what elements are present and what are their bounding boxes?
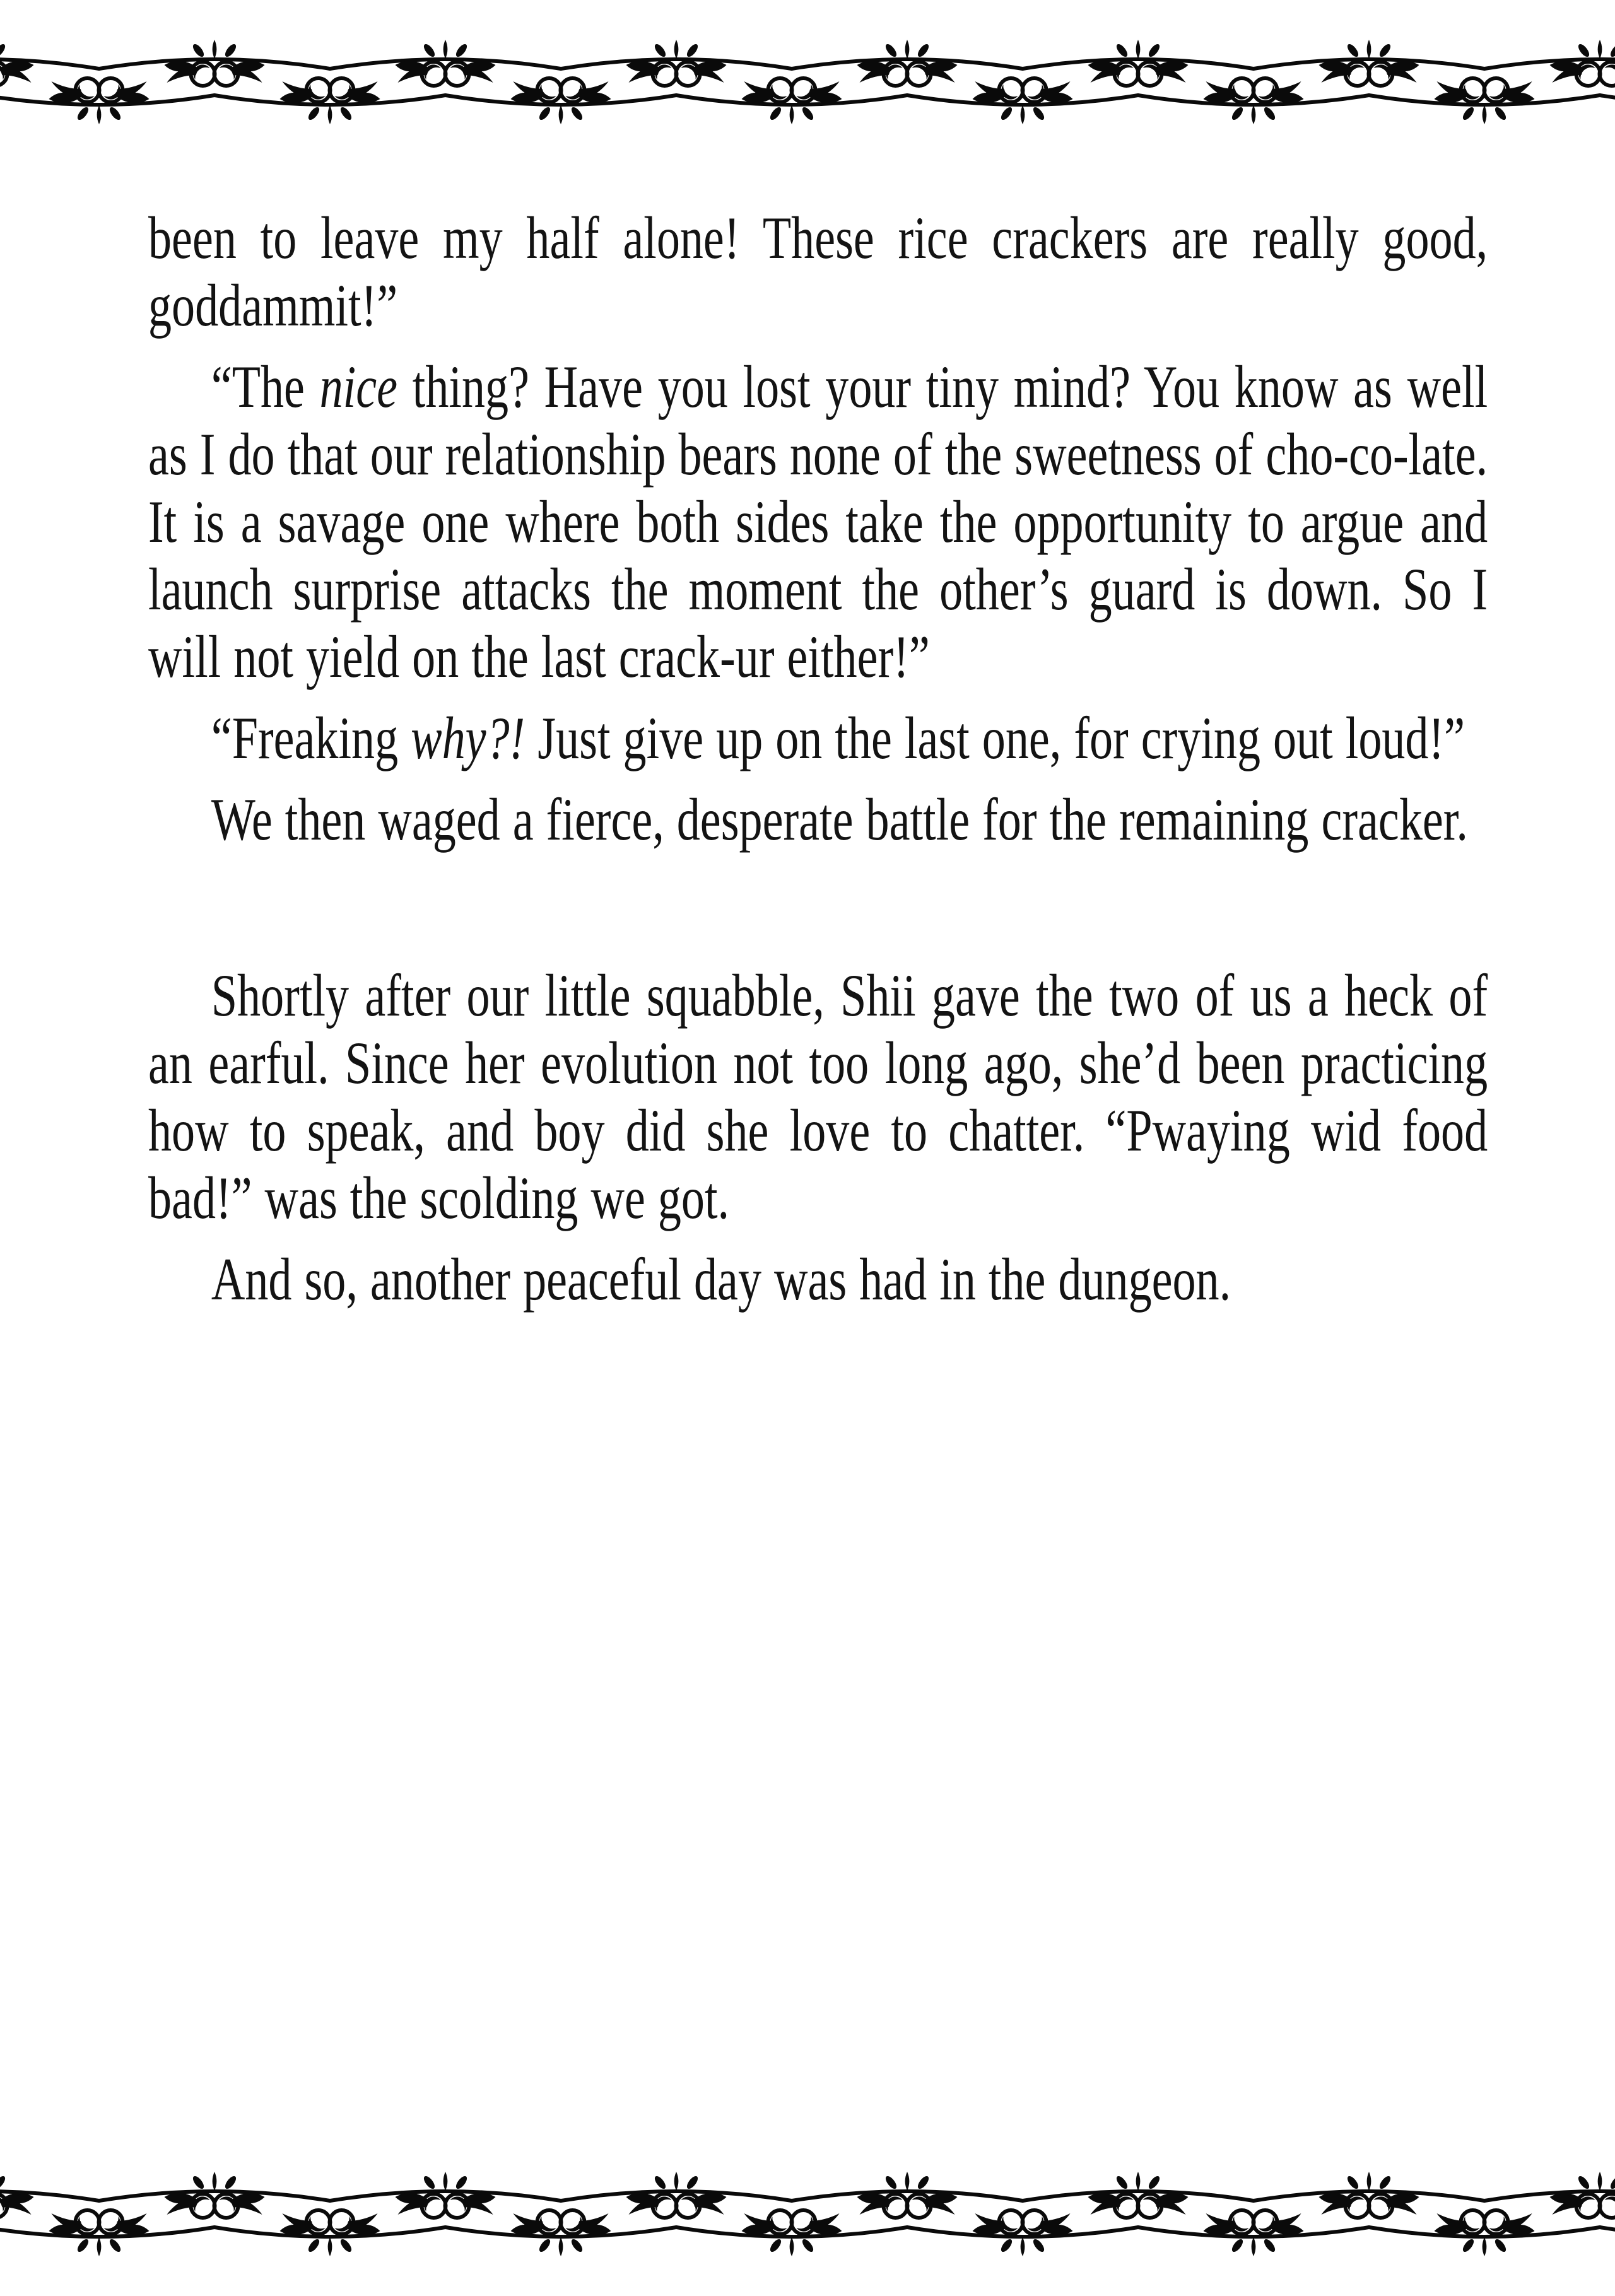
paragraph [148, 962, 1488, 1232]
text-run: Shortly after our little squabble, Shii gave the two of us a heck of an earful. Since her evolution not too long ago, she’d been practicing how to speak, and boy did she love to chatter. “Pwaying wid food bad!” was the scolding we got. [148, 962, 1488, 1231]
ornament-border-bottom [0, 2172, 1615, 2256]
italic-run: nice [319, 353, 398, 420]
text-run: Just give up on the last one, for crying out loud!” [525, 705, 1465, 771]
paragraph [148, 353, 1488, 691]
text-run: And so, another peaceful day was had in the dungeon. [211, 1246, 1231, 1313]
text-run: We then waged a fierce, desperate battle for the remaining cracker. [211, 786, 1468, 853]
floral-scroll-ornament [0, 40, 1615, 124]
text-run: thing? Have you lost your tiny mind? You know as well as I do that our relationship bears none of the sweetness of cho-co-late. It is a savage one where both sides take the opportunity to argue and launch surprise attacks the moment the other’s guard is down. So I will not yield on the last crack-ur either!” [148, 353, 1488, 690]
floral-scroll-ornament [0, 2172, 1615, 2256]
text-run: been to leave my half alone! These rice crackers are really good, goddammit!” [148, 204, 1488, 339]
paragraph [148, 786, 1488, 853]
italic-run: why?! [411, 705, 526, 771]
ornament-border-top [0, 40, 1615, 124]
text-run: “Freaking [211, 705, 411, 771]
text-run: “The [211, 353, 320, 420]
text-column [148, 204, 1488, 1327]
paragraph [148, 1246, 1488, 1313]
paragraph [148, 204, 1488, 339]
scene-break [148, 867, 1488, 962]
paragraph [148, 705, 1488, 772]
